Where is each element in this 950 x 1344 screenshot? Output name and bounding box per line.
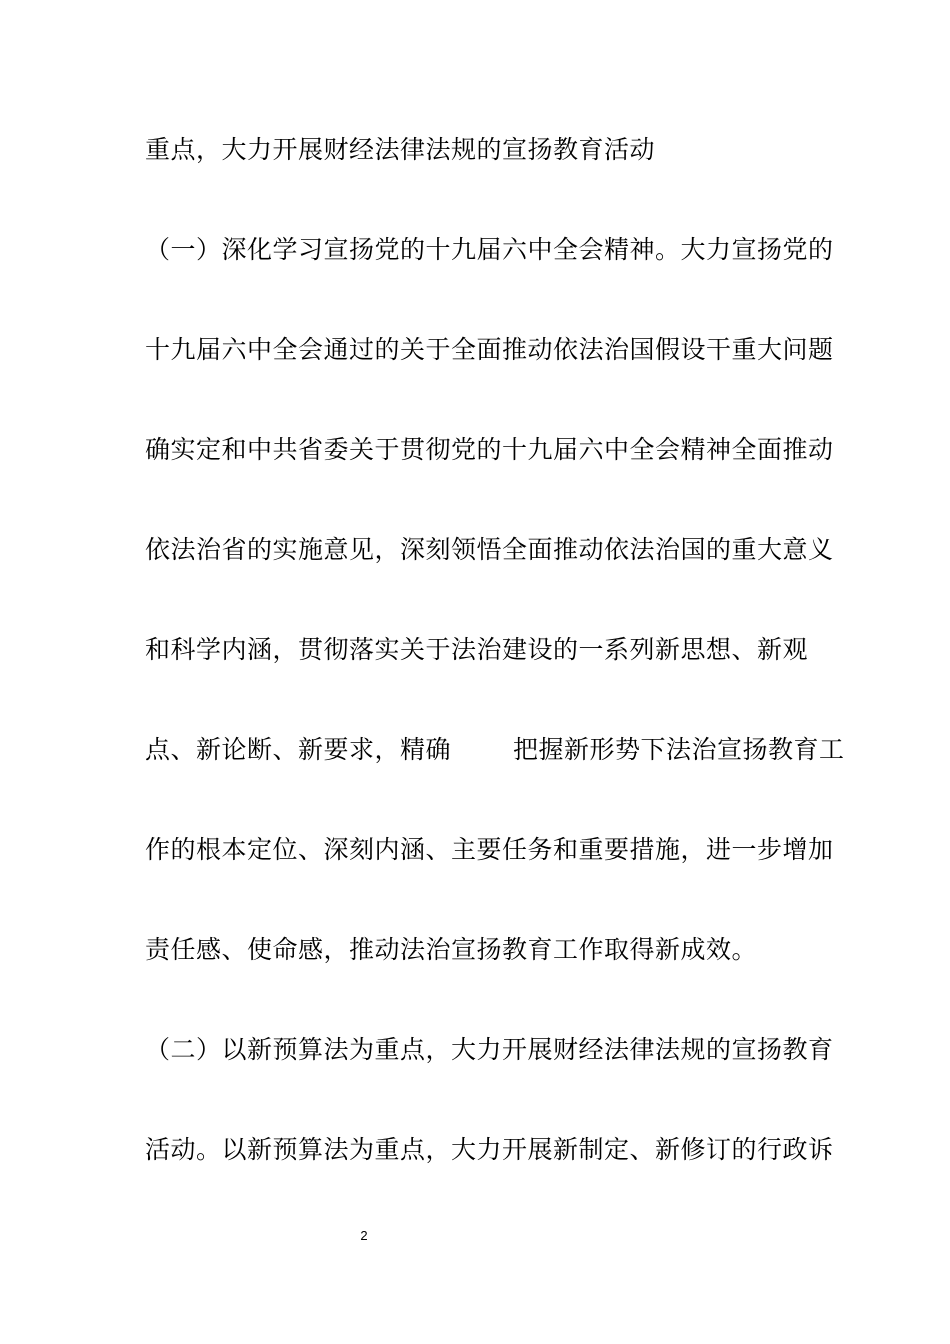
text-line: 确实定和中共省委关于贯彻党的十九届六中全会精神全面推动 <box>145 435 834 464</box>
text-line: 责任感、使命感，推动法治宣扬教育工作取得新成效。 <box>145 935 758 964</box>
text-line-split <box>145 735 845 765</box>
text-line: 依法治省的实施意见，深刻领悟全面推动依法治国的重大意义 <box>145 535 834 564</box>
text-line: 十九届六中全会通过的关于全面推动依法治国假设干重大问题 <box>145 335 834 364</box>
page-number: 2 <box>360 1228 368 1243</box>
text-line: 活动。以新预算法为重点，大力开展新制定、新修订的行政诉 <box>145 1135 834 1164</box>
text-segment: 点、新论断、新要求，精确 <box>145 735 452 764</box>
text-line: （二）以新预算法为重点，大力开展财经法律法规的宣扬教育 <box>145 1035 834 1064</box>
text-line: 重点，大力开展财经法律法规的宣扬教育活动 <box>145 135 656 164</box>
text-segment: 把握新形势下法治宣扬教育工 <box>513 735 845 764</box>
text-line: （一）深化学习宣扬党的十九届六中全会精神。大力宣扬党的 <box>145 235 834 264</box>
text-line: 作的根本定位、深刻内涵、主要任务和重要措施，进一步增加 <box>145 835 834 864</box>
text-line: 和科学内涵，贯彻落实关于法治建设的一系列新思想、新观 <box>145 635 809 664</box>
